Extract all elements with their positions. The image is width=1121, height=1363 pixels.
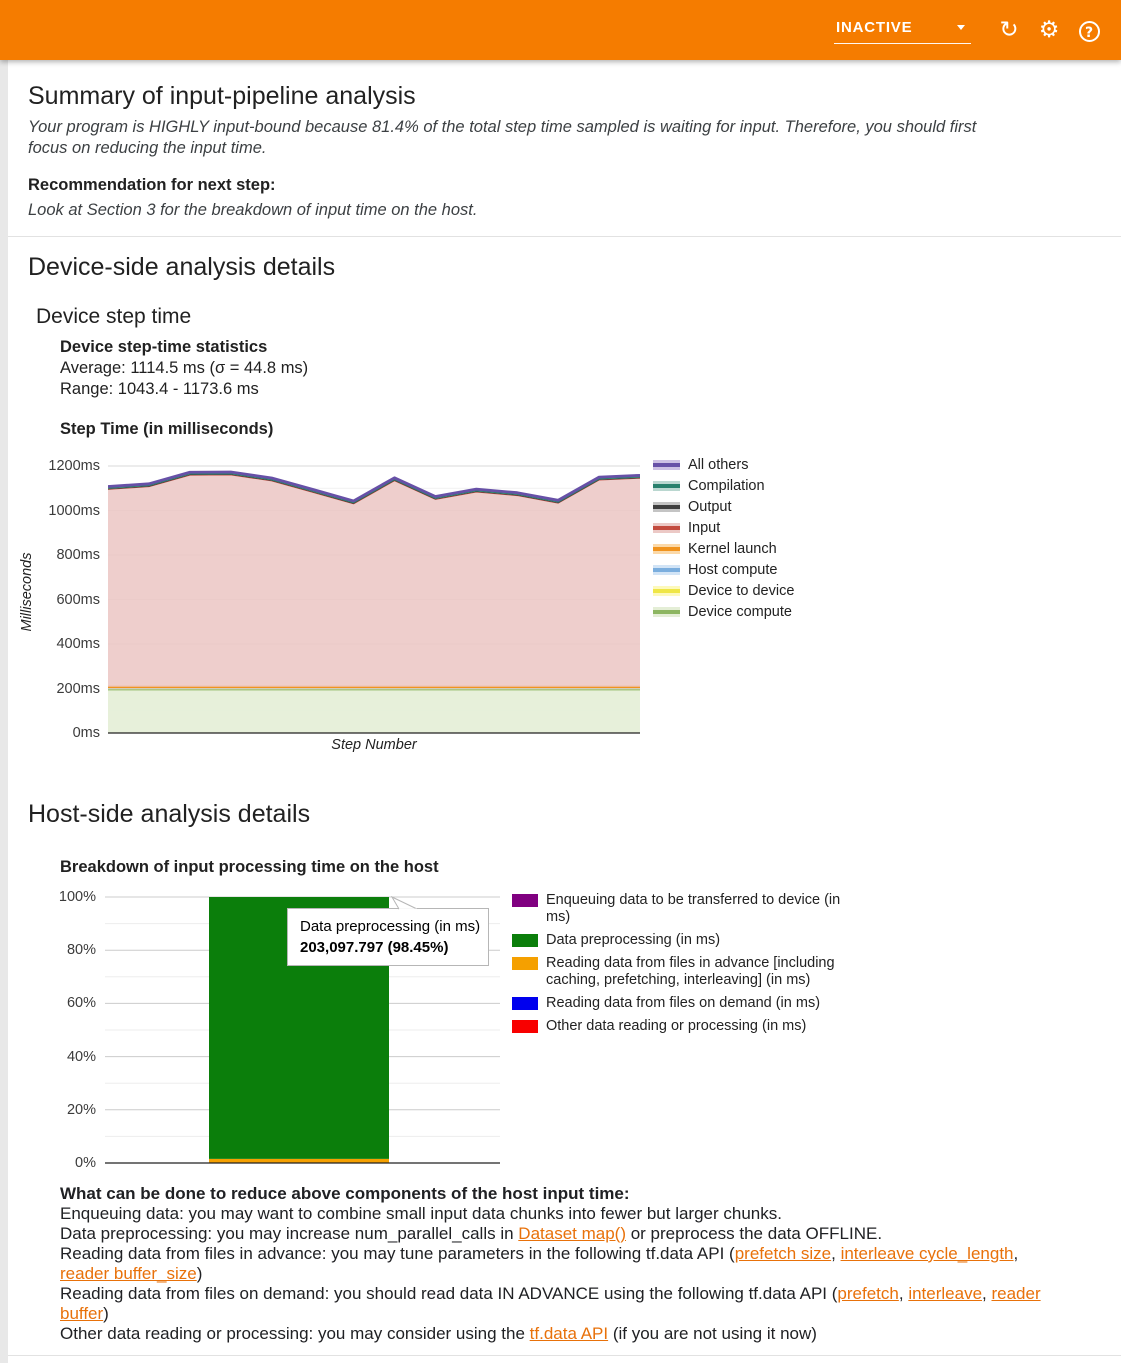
legend-swatch-line [653, 463, 680, 467]
device-step-time-chart [8, 442, 1113, 756]
legend-item [653, 605, 794, 619]
legend-swatch-line [653, 589, 680, 593]
advice-line [60, 1224, 1120, 1244]
tooltip-callout [386, 896, 422, 910]
legend-label: Reading data from files on demand (in ms) [546, 995, 821, 1011]
legend-label: Compilation [688, 478, 765, 494]
advice-link[interactable]: prefetch [837, 1284, 899, 1303]
legend-item [653, 584, 794, 598]
advice-text: , [831, 1244, 841, 1263]
legend-swatch-line [653, 526, 680, 530]
y-axis-tick-label: 800ms [56, 547, 100, 563]
advice-line [60, 1244, 1120, 1284]
legend-swatch-line [653, 568, 680, 572]
y-axis-tick-label: 40% [66, 1048, 96, 1065]
legend-swatch [512, 1020, 538, 1033]
section-divider [8, 236, 1121, 237]
advice-link[interactable]: interleave [908, 1284, 983, 1303]
legend-item [653, 521, 794, 535]
advice-text: or preprocess the data OFFLINE. [626, 1224, 883, 1243]
advice-text: Reading data from files on demand: you should read data IN ADVANCE using the following tf.data API ( [60, 1284, 838, 1303]
summary-title: Summary of input-pipeline analysis [28, 82, 416, 110]
legend-swatch [512, 894, 538, 907]
settings-button[interactable] [1029, 10, 1069, 50]
legend-swatch [512, 997, 538, 1010]
advice-line [60, 1324, 1120, 1344]
dropdown-caret-icon [957, 25, 965, 30]
advice-text: ) [103, 1304, 109, 1323]
advice-title: What can be done to reduce above components of the host input time: [60, 1184, 630, 1203]
advice-lines [60, 1204, 1120, 1344]
help-icon: ? [1079, 21, 1100, 42]
advice-line [60, 1204, 1120, 1224]
legend-swatch [653, 481, 680, 491]
advice-link[interactable]: prefetch size [734, 1244, 832, 1263]
host-section-title: Host-side analysis details [28, 800, 311, 828]
bottom-divider [8, 1355, 1121, 1356]
y-axis-tick-label: 400ms [56, 636, 100, 652]
legend-item [512, 1018, 864, 1035]
summary-body-line1: Your program is HIGHLY input-bound because 81.4% of the total step time sampled is waiting for input. Therefore, you should first [28, 118, 977, 136]
host-advice-block [60, 1184, 1120, 1344]
legend-item [653, 542, 794, 556]
legend-item [512, 892, 864, 926]
tooltip-value: 203,097.797 (98.45%) [300, 939, 449, 956]
legend-swatch-line [653, 547, 680, 551]
device-stats-title: Device step-time statistics [60, 338, 268, 356]
y-axis-tick-label: 600ms [56, 591, 100, 608]
legend-item [512, 995, 864, 1012]
device-chart-x-axis-title: Step Number [331, 737, 417, 753]
refresh-button[interactable] [989, 10, 1029, 50]
legend-label: Host compute [688, 562, 778, 578]
recommendation-label: Recommendation for next step: [28, 176, 276, 194]
tooltip-label: Data preprocessing (in ms) [300, 918, 481, 935]
legend-label: Output [688, 499, 732, 515]
legend-item [512, 955, 864, 989]
advice-link[interactable]: reader buffer_size [60, 1264, 197, 1283]
legend-swatch [512, 957, 538, 970]
y-axis-tick-label: 80% [66, 942, 96, 959]
advice-link[interactable]: reader [991, 1284, 1041, 1303]
device-step-time-chart-svg[interactable] [108, 442, 640, 742]
summary-body [28, 117, 1103, 159]
recommendation-body: Look at Section 3 for the breakdown of input time on the host. [28, 201, 478, 219]
legend-label: Kernel launch [688, 541, 777, 557]
advice-link[interactable]: interleave cycle_length [840, 1244, 1014, 1263]
legend-label: Enqueuing data to be transferred to device (in ms) [546, 892, 841, 925]
host-breakdown-chart [8, 888, 1113, 1188]
advice-text: Data preprocessing: you may increase num_parallel_calls in [60, 1224, 519, 1243]
advice-link[interactable]: tf.data API [529, 1324, 609, 1343]
refresh-icon: ↻ [999, 17, 1019, 43]
summary-body-line2: focus on reducing the input time. [28, 139, 267, 157]
legend-item [653, 563, 794, 577]
run-selector-dropdown[interactable] [834, 17, 971, 44]
legend-label: Other data reading or processing (in ms) [546, 1018, 807, 1034]
advice-link[interactable]: Dataset map() [518, 1224, 626, 1243]
legend-label: All others [688, 457, 749, 473]
y-axis-tick-label: 0ms [72, 725, 100, 741]
device-section-title: Device-side analysis details [28, 253, 336, 281]
legend-item [653, 479, 794, 493]
legend-swatch [512, 934, 538, 947]
advice-text: Enqueuing data: you may want to combine small input data chunks into fewer but larger chunks. [60, 1204, 782, 1223]
device-chart-y-axis-title: Milliseconds [19, 552, 35, 632]
legend-item [653, 458, 794, 472]
legend-item [653, 500, 794, 514]
host-chart-title: Breakdown of input processing time on the host [60, 858, 439, 876]
legend-swatch-line [653, 610, 680, 614]
advice-text: , [1013, 1244, 1019, 1263]
y-axis-tick-label: 60% [66, 995, 96, 1012]
legend-label: Device compute [688, 604, 792, 620]
legend-swatch [653, 607, 680, 617]
device-step-time-subtitle: Device step time [36, 305, 192, 328]
y-axis-tick-label: 200ms [56, 680, 100, 697]
run-selector-value: INACTIVE [836, 18, 913, 36]
device-stats-average: Average: 1114.5 ms (σ = 44.8 ms) [60, 359, 309, 377]
legend-swatch [653, 502, 680, 512]
legend-swatch [653, 565, 680, 575]
help-button[interactable] [1069, 10, 1109, 50]
y-axis-tick-label: 100% [58, 889, 96, 905]
legend-swatch-line [653, 505, 680, 509]
advice-link[interactable]: buffer [60, 1304, 104, 1323]
advice-line [60, 1284, 1120, 1324]
y-axis-tick-label: 1000ms [48, 502, 100, 519]
advice-text: , [898, 1284, 909, 1303]
advice-text: ) [196, 1264, 203, 1283]
app-header [0, 0, 1121, 60]
legend-swatch [653, 586, 680, 596]
legend-label: Input [688, 520, 721, 536]
y-axis-tick-label: 20% [66, 1101, 96, 1118]
legend-item [512, 932, 864, 949]
legend-swatch [653, 460, 680, 470]
device-chart-legend [653, 458, 794, 626]
y-axis-tick-label: 0% [75, 1155, 96, 1171]
content-card [8, 60, 1121, 1363]
legend-swatch [653, 544, 680, 554]
advice-text: Reading data from files in advance: you may tune parameters in the following tf.data API ( [60, 1244, 735, 1263]
advice-text: , [982, 1284, 992, 1303]
chart-tooltip [287, 908, 489, 966]
y-axis-tick-label: 1200ms [48, 458, 100, 474]
host-chart-legend [512, 892, 864, 1041]
legend-label: Reading data from files in advance [including caching, prefetching, interleaving] (in ms) [546, 955, 835, 988]
device-chart-title: Step Time (in milliseconds) [60, 420, 274, 438]
gear-icon: ⚙ [1038, 17, 1060, 43]
device-stats-range: Range: 1043.4 - 1173.6 ms [60, 380, 259, 398]
legend-label: Device to device [688, 583, 795, 599]
advice-text: (if you are not using it now) [608, 1324, 817, 1343]
legend-label: Data preprocessing (in ms) [546, 932, 721, 948]
legend-swatch [653, 523, 680, 533]
advice-text: Other data reading or processing: you may consider using the [60, 1324, 530, 1343]
legend-swatch-line [653, 484, 680, 488]
